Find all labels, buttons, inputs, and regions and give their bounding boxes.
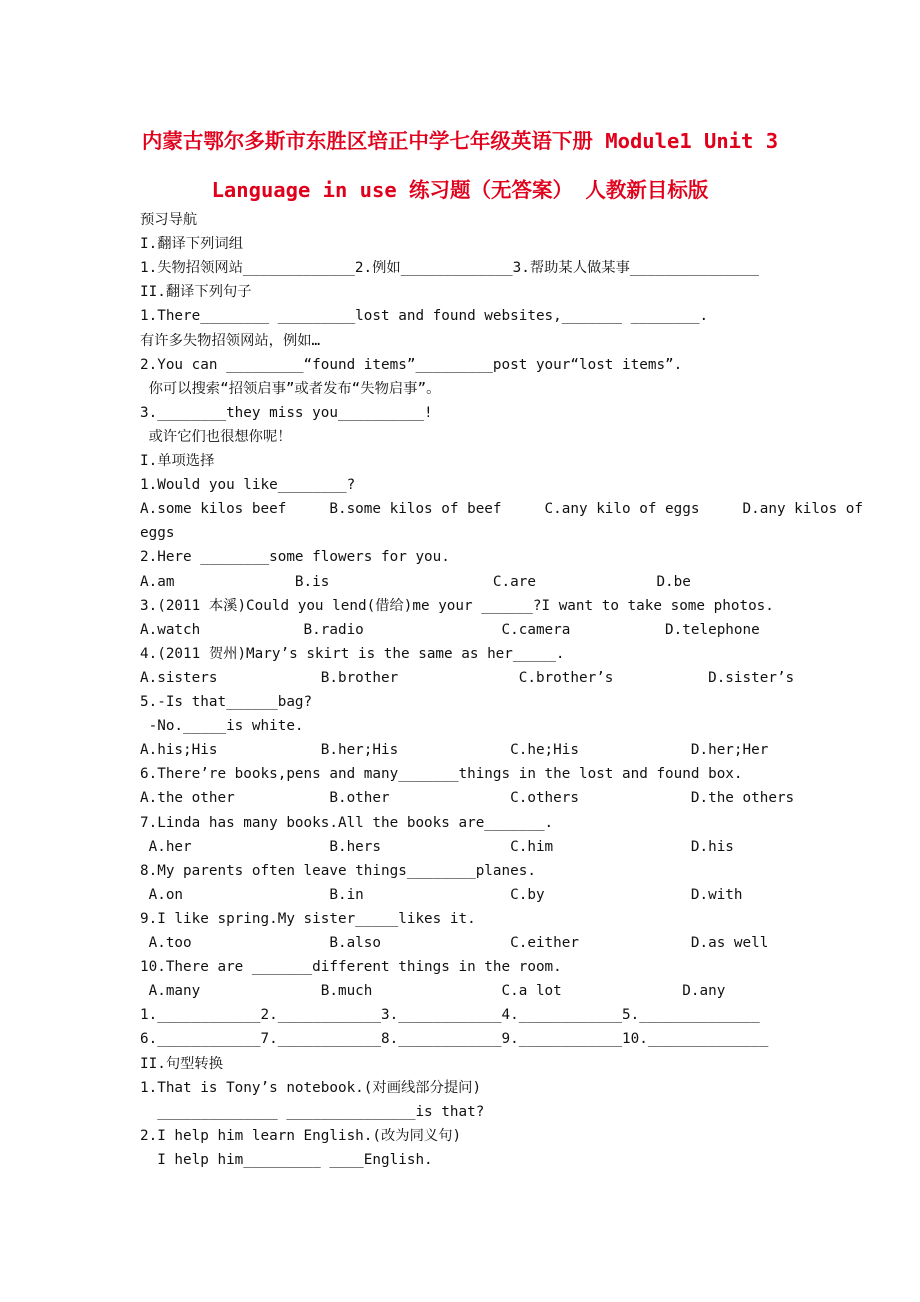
text-line: A.some kilos beef B.some kilos of beef C.any kilo of eggs D.any kilos of xyxy=(140,501,864,518)
text-line: 9.I like spring.My sister_____likes it. xyxy=(140,910,476,927)
text-line: 1.There________ _________lost and found websites,_______ ________. xyxy=(140,308,709,325)
text-line: 1.That is Tony’s notebook.(对画线部分提问) xyxy=(140,1079,482,1096)
text-line: -No._____is white. xyxy=(140,718,304,735)
text-line: A.his;His B.her;His C.he;His D.her;Her xyxy=(140,742,769,759)
text-line: 1.失物招领网站_____________2.例如_____________3.帮助某人做某事_______________ xyxy=(140,260,760,277)
text-line: 有许多失物招领网站，例如… xyxy=(140,332,321,349)
text-line: 3.________they miss you__________! xyxy=(140,404,433,421)
text-line: 3.(2011 本溪)Could you lend(借给)me your ______?I want to take some photos. xyxy=(140,597,774,614)
text-line: II.句型转换 xyxy=(140,1055,224,1072)
text-line: 2.I help him learn English.(改为同义句) xyxy=(140,1127,462,1144)
text-line: ______________ _______________is that? xyxy=(140,1103,485,1120)
text-line: I help him_________ ____English. xyxy=(140,1151,433,1168)
text-line: A.the other B.other C.others D.the others xyxy=(140,790,795,807)
text-line: A.am B.is C.are D.be xyxy=(140,573,691,590)
text-line: 2.Here ________some flowers for you. xyxy=(140,549,450,566)
text-line: 1.Would you like________? xyxy=(140,477,356,494)
text-line: 2.You can _________“found items”_________post your“lost items”. xyxy=(140,356,683,373)
text-line: 5.-Is that______bag? xyxy=(140,694,313,710)
text-line: I.单项选择 xyxy=(140,453,215,469)
title-line-1: 内蒙古鄂尔多斯市东胜区培正中学七年级英语下册 Module1 Unit 3 xyxy=(141,129,779,153)
text-line: A.her B.hers C.him D.his xyxy=(140,838,734,855)
text-line: 预习导航 xyxy=(140,212,198,228)
text-line: 10.There are _______different things in the room. xyxy=(140,959,562,976)
text-line: 你可以搜索“招领启事”或者发布“失物启事”。 xyxy=(140,380,441,397)
text-line: II.翻译下列句子 xyxy=(140,284,252,301)
text-line: A.sisters B.brother C.brother’s D.sister’s xyxy=(140,669,795,686)
text-line: A.many B.much C.a lot D.any xyxy=(140,983,726,1000)
text-line: 8.My parents often leave things________planes. xyxy=(140,862,536,879)
text-line: 1.____________2.____________3.____________4.____________5.______________ xyxy=(140,1007,760,1024)
text-line: 6.There’re books,pens and many_______things in the lost and found box. xyxy=(140,766,743,783)
text-line: 6.____________7.____________8.____________9.____________10.______________ xyxy=(140,1031,769,1048)
text-line: 4.(2011 贺州)Mary’s skirt is the same as her_____. xyxy=(140,645,565,662)
text-line: A.too B.also C.either D.as well xyxy=(140,935,769,951)
text-line: eggs xyxy=(140,525,175,542)
text-line: 7.Linda has many books.All the books are_______. xyxy=(140,814,554,831)
title-line-2: Language in use 练习题（无答案） 人教新目标版 xyxy=(211,178,709,202)
text-line: I.翻译下列词组 xyxy=(140,236,243,253)
text-line: 或许它们也很想你呢！ xyxy=(140,428,292,445)
text-line: A.watch B.radio C.camera D.telephone xyxy=(140,621,760,638)
text-line: A.on B.in C.by D.with xyxy=(140,886,743,903)
